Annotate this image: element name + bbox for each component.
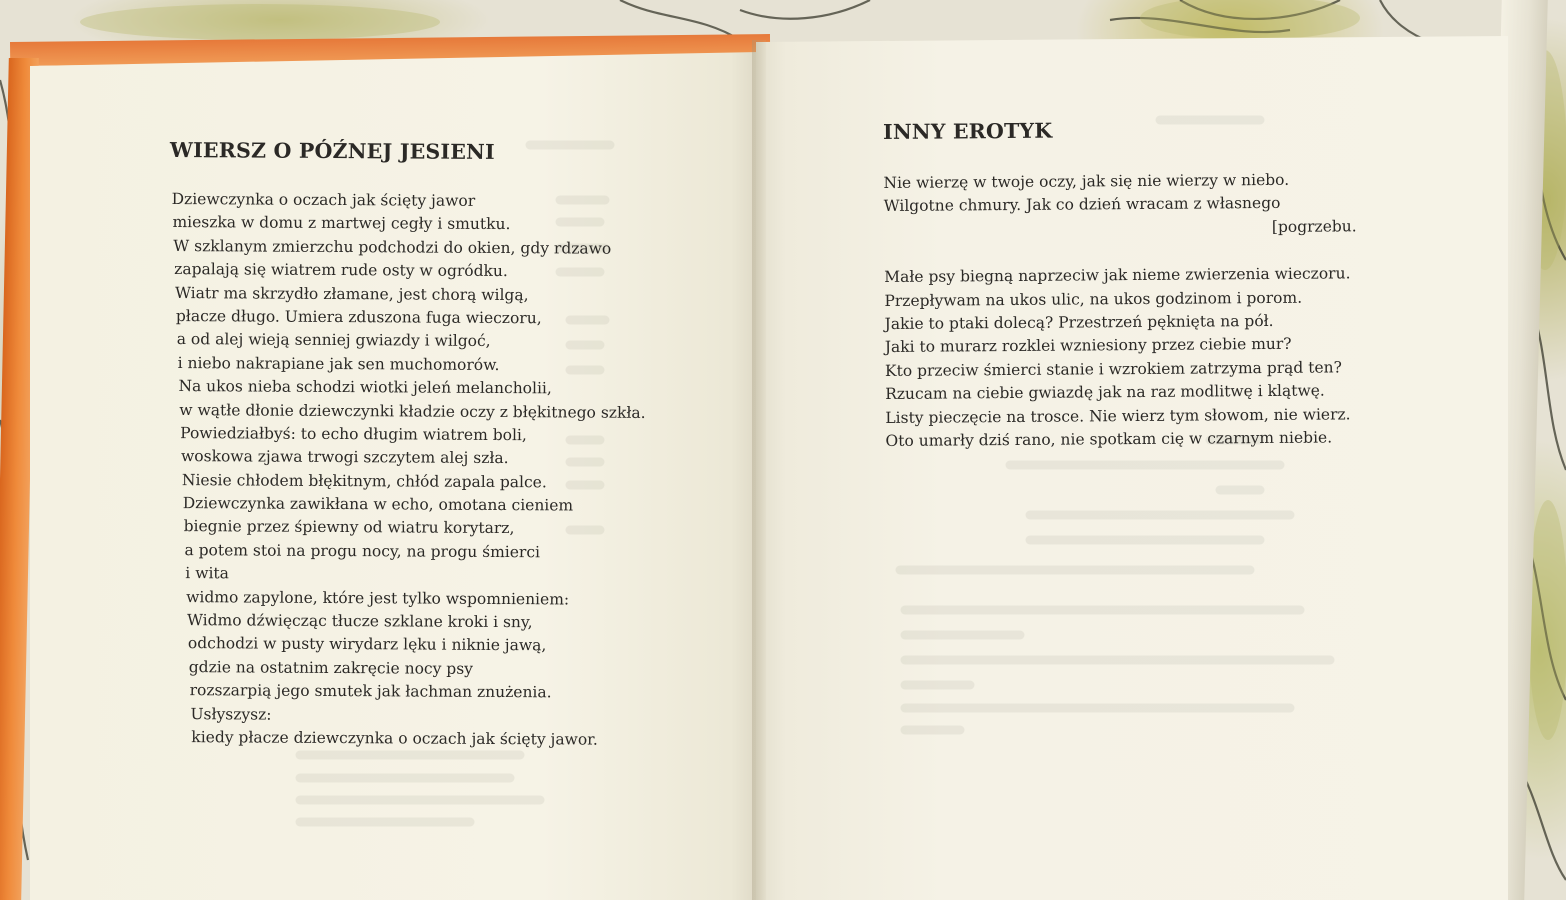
poem-line: Dziewczynka o oczach jak ścięty jawor: [171, 190, 476, 210]
poem-line: mieszka w domu z martwej cegły i smutku.: [172, 213, 511, 234]
right-poem-body: [883, 168, 1358, 453]
poem-line: Listy pieczęcie na trosce. Nie wierz tym słowom, nie wierz.: [885, 404, 1351, 427]
poem-line: Wilgotne chmury. Jak co dzień wracam z własnego: [883, 194, 1281, 216]
poem-line: Powiedziałbyś: to echo długim wiatrem boli,: [180, 423, 527, 445]
poem-line: Oto umarły dziś rano, nie spotkam cię w czarnym niebie.: [885, 428, 1333, 450]
poem-line: rozszarpią jego smutek jak łachman znużenia.: [189, 681, 552, 702]
poem-line: Jaki to murarz rozklei wzniesiony przez ciebie mur?: [884, 335, 1292, 357]
left-poem-title: WIERSZ O PÓŹNEJ JESIENI: [169, 138, 495, 164]
poem-line: i niebo nakrapiane jak sen muchomorów.: [177, 353, 500, 374]
poem-line: Nie wierzę w twoje oczy, jak się nie wierzy w niebo.: [883, 170, 1290, 192]
right-poem-title: INNY EROTYK: [883, 118, 1053, 144]
poem-line: Dziewczynka zawikłana w echo, omotana cieniem: [182, 494, 574, 515]
right-poem: [883, 116, 1358, 453]
poem-line: Jakie to ptaki dolecą? Przestrzeń pęknięta na pół.: [884, 311, 1274, 333]
poem-line: Kto przeciw śmierci stanie i wzrokiem zatrzyma prąd ten?: [884, 358, 1342, 380]
poem-line: Rzucam na ciebie gwiazdę jak na raz modlitwę i klątwę.: [885, 381, 1325, 404]
poem-line: Przepływam na ukos ulic, na ukos godzinom i porom.: [884, 288, 1303, 310]
poem-line: a potem stoi na progu nocy, na progu śmierci: [184, 540, 541, 562]
poem-line-continuation: [pogrzebu.: [1271, 217, 1357, 236]
poem-line: Usłyszysz:: [190, 704, 272, 724]
poem-line: woskowa zjawa trwogi szczytem alej szła.: [181, 447, 509, 468]
poem-line: Na ukos nieba schodzi wiotki jeleń melancholii,: [178, 377, 552, 398]
poem-line: biegnie przez śpiewny od wiatru korytarz,: [183, 517, 515, 538]
poem-line: widmo zapylone, które jest tylko wspomnieniem:: [186, 587, 570, 609]
stanza-break: [884, 238, 1357, 266]
poem-line: W szklanym zmierzchu podchodzi do okien, gdy rdzawo: [173, 236, 612, 258]
poem-line: Niesie chłodem błękitnym, chłód zapala palce.: [181, 470, 547, 491]
poem-line: i wita: [185, 564, 229, 583]
poem-line: gdzie na ostatnim zakręcie nocy psy: [188, 657, 474, 678]
poem-line: Wiatr ma skrzydło złamane, jest chorą wilgą,: [175, 283, 529, 304]
poem-line: w wątłe dłonie dziewczynki kładzie oczy z błękitnego szkła.: [179, 400, 646, 422]
book-gutter: [752, 40, 766, 900]
poem-line: Widmo dźwięcząc tłucze szklane kroki i sny,: [187, 611, 533, 632]
poem-line: odchodzi w pusty wirydarz lęku i niknie jawą,: [187, 634, 547, 655]
poem-line: płacze długo. Umiera zduszona fuga wieczoru,: [175, 306, 542, 328]
poem-line: zapalają się wiatrem rude osty w ogródku.: [174, 260, 508, 281]
poem-line: a od alej wieją senniej gwiazdy i wilgoć,: [176, 330, 491, 351]
left-poem: [166, 138, 647, 752]
poem-line: kiedy płacze dziewczynka o oczach jak ścięty jawor.: [191, 728, 598, 749]
poem-line: Małe psy biegną naprzeciw jak nieme zwierzenia wieczoru.: [884, 264, 1351, 287]
left-poem-body: [166, 188, 647, 752]
